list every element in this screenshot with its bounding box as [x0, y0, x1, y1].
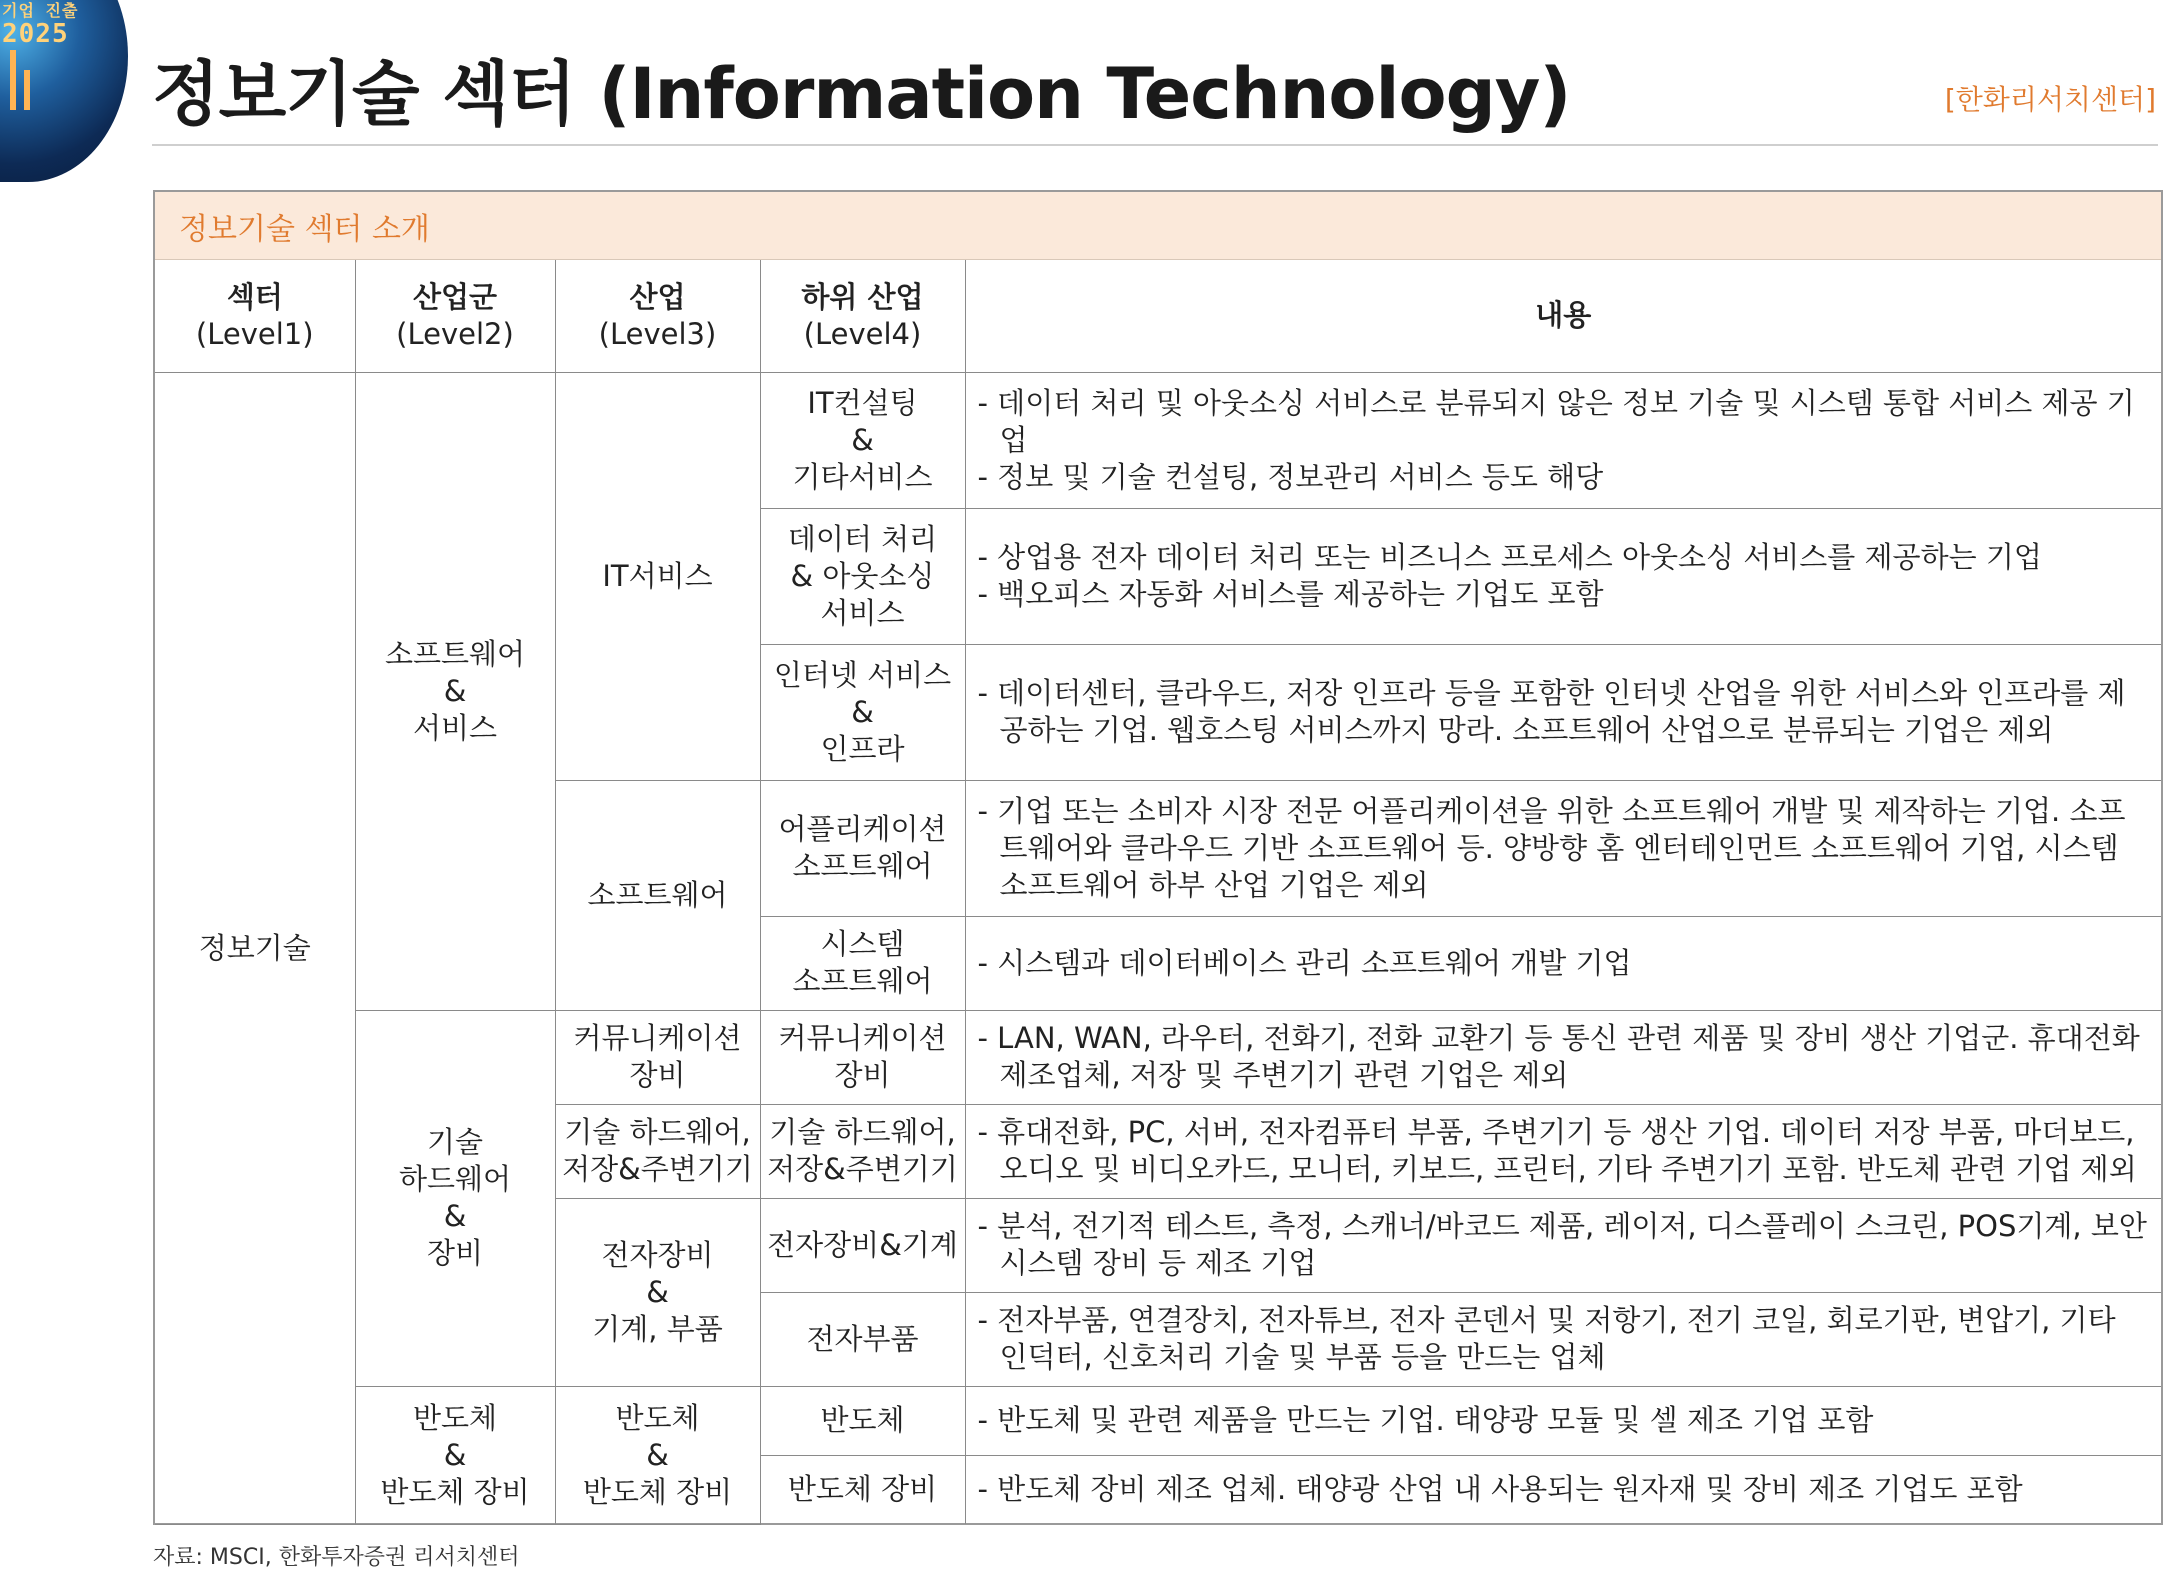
source-footnote: 자료: MSCI, 한화투자증권 리서치센터 [153, 1545, 520, 1570]
subindustry-cell: 반도체 [760, 1386, 965, 1455]
page-title: 정보기술 섹터 (Information Technology) [152, 53, 1571, 135]
sector-cell: 정보기술 [155, 372, 355, 1524]
table-row [155, 372, 2161, 508]
subindustry-cell: 인터넷 서비스 & 인프라 [760, 644, 965, 780]
table-row [155, 1010, 2161, 1104]
industry-cell-semiconductor: 반도체 & 반도체 장비 [555, 1386, 760, 1524]
header-level3: 산업 (Level3) [555, 260, 760, 372]
table-row [155, 1386, 2161, 1455]
header-level1: 섹터 (Level1) [155, 260, 355, 372]
description-cell: - 데이터 처리 및 아웃소싱 서비스로 분류되지 않은 정보 기술 및 시스템 통합 서비스 제공 기업 - 정보 및 기술 컨설팅, 정보관리 서비스 등도 해당 [965, 372, 2161, 508]
subindustry-cell: 기술 하드웨어, 저장&주변기기 [760, 1104, 965, 1198]
subindustry-cell: IT컨설팅 & 기타서비스 [760, 372, 965, 508]
subindustry-cell: 시스템 소프트웨어 [760, 916, 965, 1010]
description-cell: - 기업 또는 소비자 시장 전문 어플리케이션을 위한 소프트웨어 개발 및 제작하는 기업. 소프트웨어와 클라우드 기반 소프트웨어 등. 양방향 홈 엔터테인먼트 소프트웨어 기업, 시스템 소프트웨어 하부 산업 기업은 제외 [965, 780, 2161, 916]
subindustry-cell: 데이터 처리 & 아웃소싱 서비스 [760, 508, 965, 644]
source-label: [한화리서치센터] [1944, 83, 2156, 116]
industry-cell-it-services: IT서비스 [555, 372, 760, 780]
description-cell: - 전자부품, 연결장치, 전자튜브, 전자 콘덴서 및 저항기, 전기 코일, 회로기판, 변압기, 기타 인덕터, 신호처리 기술 및 부품 등을 만드는 업체 [965, 1292, 2161, 1386]
description-cell: - 상업용 전자 데이터 처리 또는 비즈니스 프로세스 아웃소싱 서비스를 제공하는 기업 - 백오피스 자동화 서비스를 제공하는 기업도 포함 [965, 508, 2161, 644]
subindustry-cell: 전자장비&기계 [760, 1198, 965, 1292]
header-content: 내용 [965, 260, 2161, 372]
subindustry-cell: 전자부품 [760, 1292, 965, 1386]
report-logo-image [0, 0, 128, 182]
table-caption: 정보기술 섹터 소개 [155, 192, 2161, 260]
header-level2: 산업군 (Level2) [355, 260, 555, 372]
industry-cell-electronic-equipment: 전자장비 & 기계, 부품 [555, 1198, 760, 1386]
subindustry-cell: 반도체 장비 [760, 1455, 965, 1524]
logo-text: 기업 진출 2025 [2, 1, 79, 49]
subindustry-cell: 어플리케이션 소프트웨어 [760, 780, 965, 916]
description-cell: - LAN, WAN, 라우터, 전화기, 전화 교환기 등 통신 관련 제품 및 장비 생산 기업군. 휴대전화 제조업체, 저장 및 주변기기 관련 기업은 제외 [965, 1010, 2161, 1104]
description-cell: - 시스템과 데이터베이스 관리 소프트웨어 개발 기업 [965, 916, 2161, 1010]
group-cell-hardware-equipment: 기술 하드웨어 & 장비 [355, 1010, 555, 1386]
industry-cell-software: 소프트웨어 [555, 780, 760, 1010]
group-cell-software-services: 소프트웨어 & 서비스 [355, 372, 555, 1010]
group-cell-semiconductor: 반도체 & 반도체 장비 [355, 1386, 555, 1524]
header-row [155, 260, 2161, 372]
description-cell: - 휴대전화, PC, 서버, 전자컴퓨터 부품, 주변기기 등 생산 기업. 데이터 저장 부품, 마더보드, 오디오 및 비디오카드, 모니터, 키보드, 프린터, 기타 주변기기 포함. 반도체 관련 기업 제외 [965, 1104, 2161, 1198]
description-cell: - 반도체 장비 제조 업체. 태양광 산업 내 사용되는 원자재 및 장비 제조 기업도 포함 [965, 1455, 2161, 1524]
description-cell: - 데이터센터, 클라우드, 저장 인프라 등을 포함한 인터넷 산업을 위한 서비스와 인프라를 제공하는 기업. 웹호스팅 서비스까지 망라. 소프트웨어 산업으로 분류되는 기업은 제외 [965, 644, 2161, 780]
description-cell: - 반도체 및 관련 제품을 만드는 기업. 태양광 모듈 및 셀 제조 기업 포함 [965, 1386, 2161, 1455]
subindustry-cell: 커뮤니케이션 장비 [760, 1010, 965, 1104]
title-divider [152, 144, 2158, 146]
header-level4: 하위 산업 (Level4) [760, 260, 965, 372]
description-cell: - 분석, 전기적 테스트, 측정, 스캐너/바코드 제품, 레이저, 디스플레이 스크린, POS기계, 보안 시스템 장비 등 제조 기업 [965, 1198, 2161, 1292]
industry-cell-tech-hardware: 기술 하드웨어, 저장&주변기기 [555, 1104, 760, 1198]
sector-table [153, 190, 2163, 1525]
classification-table [155, 260, 2161, 1525]
industry-cell-communication-equipment: 커뮤니케이션 장비 [555, 1010, 760, 1104]
